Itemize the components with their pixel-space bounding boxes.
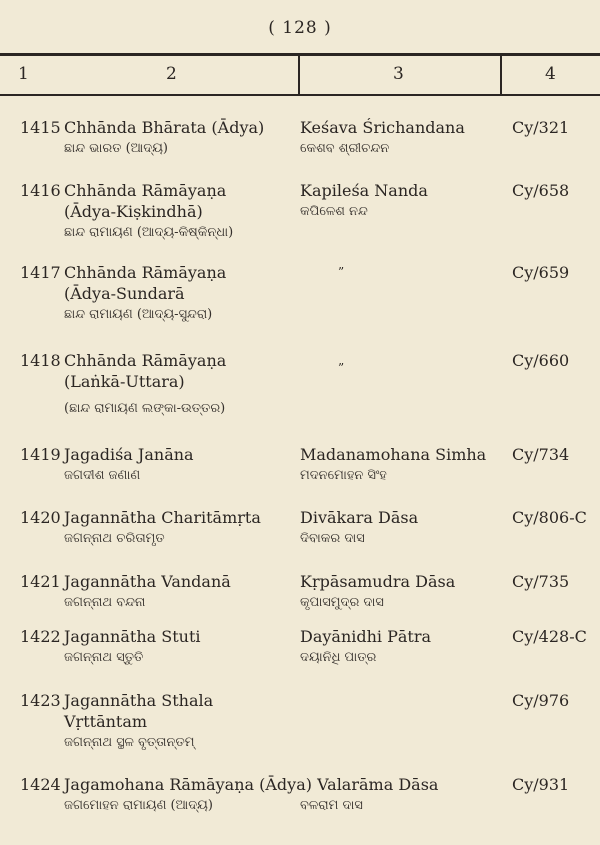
column-header-4: 4 bbox=[545, 64, 556, 84]
entry-title bbox=[64, 507, 304, 549]
entry-reference: Cy/659 bbox=[512, 263, 570, 282]
title-line: Chhānda Rāmāyaṇa bbox=[64, 263, 227, 282]
title-oriya: ଜଗନ୍ନାଥ ଚରିତାମୃତ bbox=[64, 531, 165, 546]
title-line: Vṛttāntam bbox=[64, 712, 148, 731]
author-name: Divākara Dāsa bbox=[300, 508, 419, 527]
author-oriya: କେଶବ ଶ୍ରୀଚନ୍ଦନ bbox=[300, 141, 390, 156]
title-oriya: ଜଗଦୀଶ ଜଣାଣ bbox=[64, 468, 141, 483]
title-line: (Ādya-Kiṣkindhā) bbox=[64, 202, 203, 221]
entry-author bbox=[300, 626, 515, 668]
title-line: Jagannātha Vandanā bbox=[64, 572, 231, 591]
title-line: Jagannātha Stuti bbox=[64, 627, 201, 646]
title-oriya: ଛାନ୍ଦ ରାମାୟଣ (ଆଦ୍ୟ-କିଷ୍କିନ୍ଧା) bbox=[64, 225, 234, 240]
entry-reference: Cy/660 bbox=[512, 351, 570, 370]
title-line: Jagannātha Sthala bbox=[64, 691, 214, 710]
author-ditto-mark: ” bbox=[338, 361, 345, 375]
title-line: Jagannātha Charitāmṛta bbox=[64, 508, 261, 527]
entry-author bbox=[300, 507, 515, 549]
entry-author bbox=[300, 444, 515, 486]
author-oriya: ମଦନମୋହନ ସିଂହ bbox=[300, 468, 387, 483]
author-oriya: ବଳରାମ ଦାସ bbox=[300, 798, 363, 813]
entry-reference: Cy/321 bbox=[512, 118, 570, 137]
entry-number: 1418 bbox=[20, 351, 61, 370]
entry-number: 1416 bbox=[20, 181, 61, 200]
entry-author bbox=[300, 117, 515, 159]
title-line: Jagadiśa Janāna bbox=[64, 445, 194, 464]
table-top-rule bbox=[0, 53, 600, 56]
entry-number: 1424 bbox=[20, 775, 61, 794]
title-oriya: (ଛାନ୍ଦ ରାମାୟଣ ଲଙ୍କା-ଉତ୍ତର) bbox=[64, 401, 226, 416]
entry-title bbox=[64, 350, 304, 419]
title-oriya: ଛାନ୍ଦ ଭାରତ (ଆଦ୍ୟ) bbox=[64, 141, 168, 156]
entry-number: 1422 bbox=[20, 627, 61, 646]
author-oriya: କପିଳେଶ ନନ୍ଦ bbox=[300, 204, 368, 219]
entry-reference: Cy/931 bbox=[512, 775, 570, 794]
column-header-3: 3 bbox=[393, 64, 404, 84]
title-line: Chhānda Rāmāyaṇa bbox=[64, 351, 227, 370]
column-divider-2-3 bbox=[298, 53, 300, 95]
author-name: Dayānidhi Pātra bbox=[300, 627, 432, 646]
entry-title bbox=[64, 117, 304, 159]
title-line: Chhānda Rāmāyaṇa bbox=[64, 181, 227, 200]
entry-reference: Cy/735 bbox=[512, 572, 570, 591]
entry-number: 1423 bbox=[20, 691, 61, 710]
entry-number: 1421 bbox=[20, 572, 61, 591]
entry-number: 1417 bbox=[20, 263, 61, 282]
entry-title bbox=[64, 262, 304, 325]
entry-number: 1419 bbox=[20, 445, 61, 464]
entry-reference: Cy/428-C bbox=[512, 627, 587, 646]
column-header-2: 2 bbox=[166, 64, 177, 84]
column-header-1: 1 bbox=[18, 64, 29, 84]
title-oriya: ଜଗନ୍ନାଥ ସ୍ଥଳ ବୃତ୍ତାନ୍ତମ୍ bbox=[64, 735, 195, 750]
author-oriya: ଦୟାନିଧି ପାତ୍ର bbox=[300, 650, 377, 665]
entry-title bbox=[64, 626, 304, 668]
column-divider-3-4 bbox=[500, 53, 502, 95]
author-name: Kapileśa Nanda bbox=[300, 181, 428, 200]
entry-number: 1420 bbox=[20, 508, 61, 527]
entry-author bbox=[300, 571, 515, 613]
title-oriya: ଜଗନ୍ନାଥ ସ୍ତୁତି bbox=[64, 650, 144, 665]
author-oriya: ଦିବାକର ଦାସ bbox=[300, 531, 365, 546]
author-ditto-mark: ” bbox=[338, 265, 345, 279]
entry-number: 1415 bbox=[20, 118, 61, 137]
title-oriya: ଜଗମୋହନ ରାମାୟଣ (ଆଦ୍ୟ) bbox=[64, 798, 213, 813]
title-oriya: ଜଗନ୍ନାଥ ବନ୍ଦନା bbox=[64, 595, 146, 610]
entry-title bbox=[64, 571, 304, 613]
entry-reference: Cy/658 bbox=[512, 181, 570, 200]
entry-reference: Cy/976 bbox=[512, 691, 570, 710]
entry-title bbox=[64, 690, 304, 753]
author-name: Kṛpāsamudra Dāsa bbox=[300, 572, 456, 591]
author-name: Madanamohana Simha bbox=[300, 445, 487, 464]
author-oriya: କୃପାସମୁଦ୍ର ଦାସ bbox=[300, 595, 384, 610]
page-number: ( 128 ) bbox=[268, 18, 332, 38]
entry-author bbox=[300, 180, 515, 222]
author-name: Keśava Śrichandana bbox=[300, 118, 465, 137]
entry-reference: Cy/806-C bbox=[512, 508, 587, 527]
title-line: (Ādya-Sundarā bbox=[64, 284, 185, 303]
entry-title bbox=[64, 180, 304, 243]
title-line: (Laṅkā-Uttara) bbox=[64, 372, 185, 391]
entry-reference: Cy/734 bbox=[512, 445, 570, 464]
entry-title bbox=[64, 444, 304, 486]
title-oriya: ଛାନ୍ଦ ରାମାୟଣ (ଆଦ୍ୟ-ସୁନ୍ଦରା) bbox=[64, 307, 213, 322]
entry-author bbox=[300, 795, 515, 816]
table-header-bottom-rule bbox=[0, 94, 600, 96]
title-line: Jagamohana Rāmāyaṇa (Ādya) Valarāma Dāsa bbox=[64, 775, 439, 794]
title-line: Chhānda Bhārata (Ādya) bbox=[64, 118, 265, 137]
